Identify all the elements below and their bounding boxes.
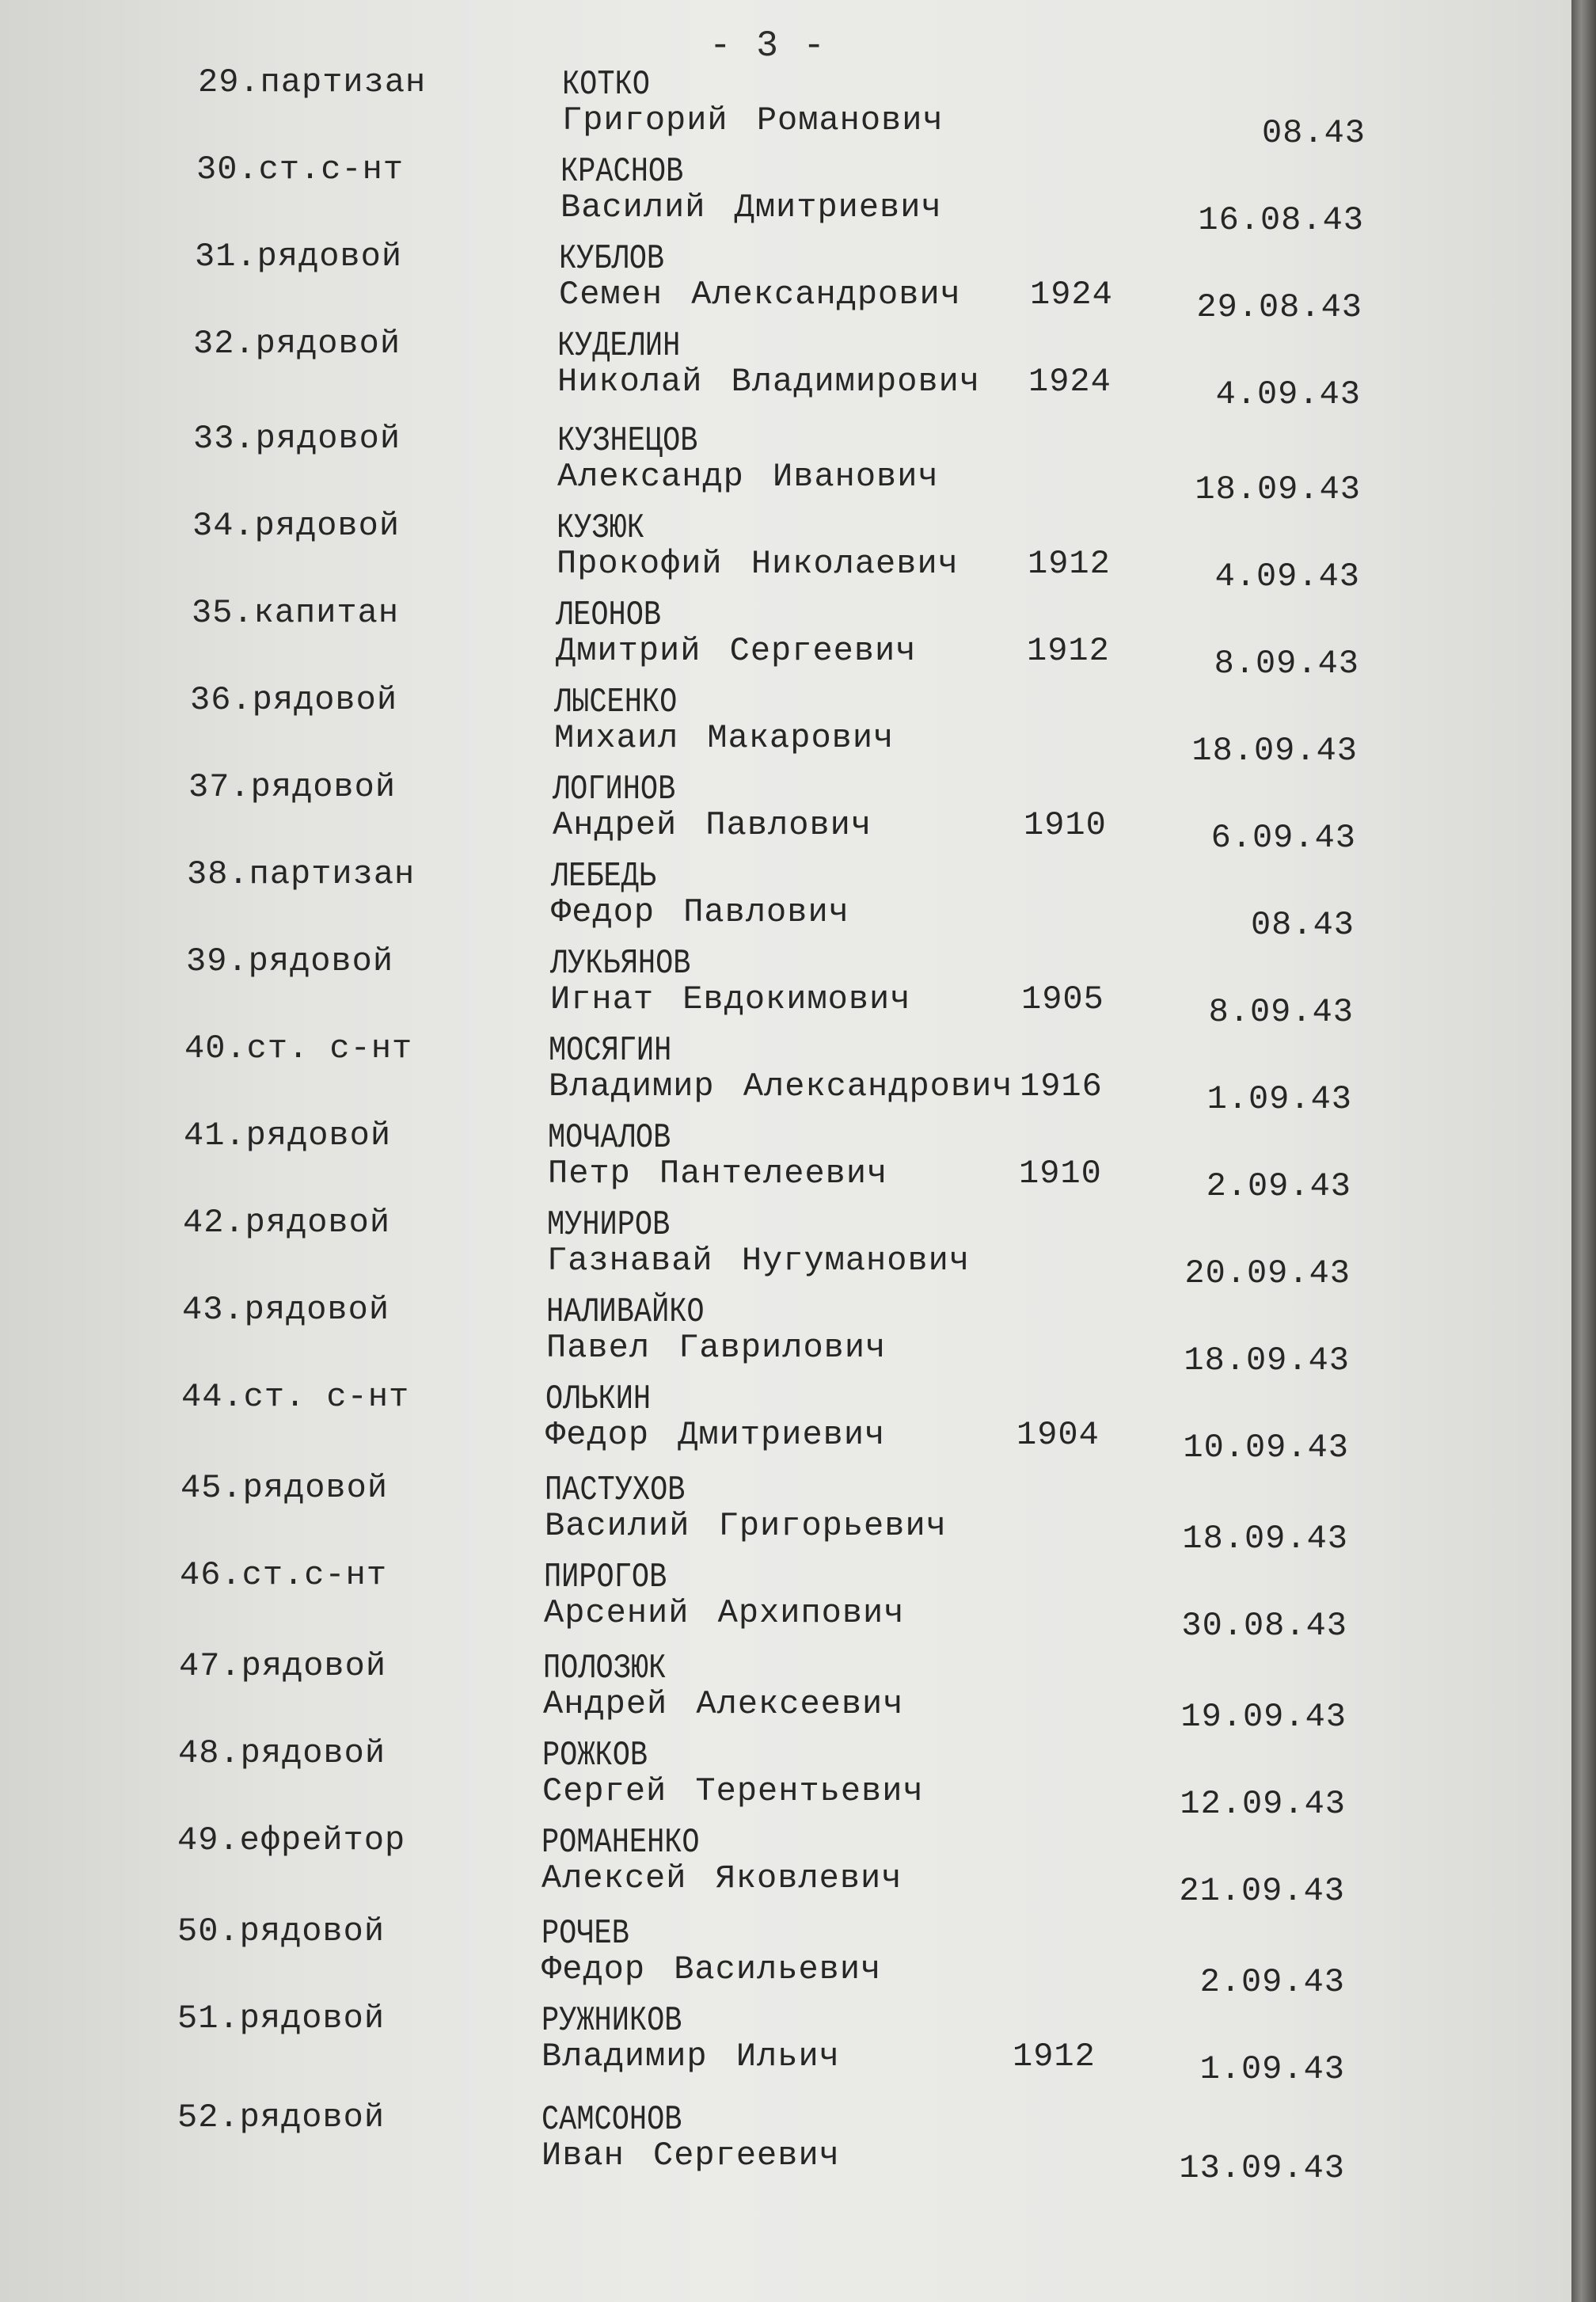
list-item xyxy=(179,1647,1347,1736)
entry-date: 10.09.43 xyxy=(1183,1429,1349,1467)
entry-given-name: Прокофий Николаевич xyxy=(557,545,959,583)
entry-number-rank: 47.рядовой xyxy=(179,1647,387,1685)
entry-number-rank: 41.рядовой xyxy=(184,1117,392,1155)
entry-given-name: Андрей Павлович xyxy=(553,806,872,844)
list-item xyxy=(190,681,1358,770)
list-item xyxy=(193,420,1361,508)
entry-date: 19.09.43 xyxy=(1180,1698,1347,1736)
entry-number-rank: 36.рядовой xyxy=(190,681,398,719)
entry-date: 4.09.43 xyxy=(1214,557,1360,595)
entry-number-rank: 48.рядовой xyxy=(178,1734,386,1772)
entry-given-name: Владимир Александрович xyxy=(549,1067,1013,1105)
entry-given-name: Павел Гаврилович xyxy=(546,1329,887,1367)
entry-given-name: Василий Григорьевич xyxy=(545,1507,947,1545)
entry-given-name: Федор Дмитриевич xyxy=(545,1416,886,1454)
list-item xyxy=(180,1469,1348,1558)
entry-date: 18.09.43 xyxy=(1184,1341,1350,1379)
entry-number-rank: 50.рядовой xyxy=(177,1912,386,1950)
entry-birth-year: 1904 xyxy=(1016,1416,1100,1454)
list-item xyxy=(192,507,1360,595)
entry-date: 1.09.43 xyxy=(1206,1080,1352,1118)
entry-number-rank: 31.рядовой xyxy=(195,238,403,276)
list-item xyxy=(177,2000,1345,2088)
entry-number-rank: 46.ст.с-нт xyxy=(180,1556,388,1594)
entry-birth-year: 1905 xyxy=(1021,980,1104,1018)
entry-number-rank: 52.рядовой xyxy=(177,2098,386,2136)
entry-number-rank: 29.партизан xyxy=(198,63,427,101)
entry-surname: ЛУКЬЯНОВ xyxy=(550,944,691,984)
entry-surname: РУЖНИКОВ xyxy=(542,2001,682,2041)
entry-date: 18.09.43 xyxy=(1191,732,1358,770)
entry-surname: КРАСНОВ xyxy=(560,152,684,192)
entry-number-rank: 35.капитан xyxy=(192,594,400,632)
entry-date: 18.09.43 xyxy=(1182,1520,1348,1558)
entry-number-rank: 42.рядовой xyxy=(183,1204,391,1242)
entry-birth-year: 1910 xyxy=(1019,1155,1102,1193)
entry-number-rank: 45.рядовой xyxy=(180,1469,389,1507)
entry-birth-year: 1912 xyxy=(1013,2038,1096,2076)
list-item xyxy=(178,1734,1346,1823)
entry-date: 2.09.43 xyxy=(1199,1963,1345,2001)
entry-number-rank: 44.ст. с-нт xyxy=(181,1378,410,1416)
entry-surname: ПИРОГОВ xyxy=(544,1558,667,1597)
entry-surname: МОЧАЛОВ xyxy=(548,1118,671,1158)
entry-date: 21.09.43 xyxy=(1179,1872,1345,1910)
entry-number-rank: 39.рядовой xyxy=(186,942,394,980)
entry-surname: САМСОНОВ xyxy=(542,2100,682,2140)
entry-date: 18.09.43 xyxy=(1195,470,1361,508)
entry-date: 13.09.43 xyxy=(1179,2149,1345,2187)
entry-given-name: Федор Васильевич xyxy=(542,1950,882,1988)
entry-date: 20.09.43 xyxy=(1184,1254,1351,1292)
entry-number-rank: 33.рядовой xyxy=(193,420,401,458)
entry-surname: ПАСТУХОВ xyxy=(545,1471,686,1510)
entry-given-name: Василий Дмитриевич xyxy=(560,188,942,226)
list-item xyxy=(188,768,1356,857)
entry-number-rank: 51.рядовой xyxy=(177,2000,386,2038)
list-item xyxy=(177,2098,1345,2187)
list-item xyxy=(195,238,1362,326)
list-item xyxy=(182,1291,1350,1379)
entry-date: 1.09.43 xyxy=(1199,2050,1345,2088)
entry-surname: КУЗЮК xyxy=(557,508,644,548)
entry-given-name: Дмитрий Сергеевич xyxy=(556,632,917,670)
entry-number-rank: 40.ст. с-нт xyxy=(184,1029,413,1067)
entry-date: 8.09.43 xyxy=(1214,645,1359,683)
entry-surname: КУЗНЕЦОВ xyxy=(557,421,698,461)
entry-birth-year: 1924 xyxy=(1028,363,1112,401)
entry-date: 2.09.43 xyxy=(1206,1167,1351,1205)
entry-given-name: Андрей Алексеевич xyxy=(543,1685,904,1723)
entry-given-name: Федор Павлович xyxy=(551,893,849,931)
list-item xyxy=(180,1556,1347,1645)
entry-surname: МУНИРОВ xyxy=(547,1205,671,1245)
entry-number-rank: 30.ст.с-нт xyxy=(196,150,405,188)
entry-number-rank: 38.партизан xyxy=(187,855,416,893)
entry-surname: ПОЛОЗЮК xyxy=(543,1649,667,1688)
entry-birth-year: 1912 xyxy=(1028,545,1111,583)
page-number: - 3 - xyxy=(709,25,827,67)
list-item xyxy=(186,942,1354,1031)
entry-date: 12.09.43 xyxy=(1180,1785,1346,1823)
entry-given-name: Игнат Евдокимович xyxy=(550,980,911,1018)
entry-surname: КОТКО xyxy=(562,65,650,105)
entry-given-name: Газнавай Нугуманович xyxy=(547,1242,971,1280)
entry-given-name: Григорий Романович xyxy=(562,101,944,139)
entry-surname: РОМАНЕНКО xyxy=(542,1823,700,1863)
list-item xyxy=(198,63,1366,152)
list-item xyxy=(196,150,1364,239)
entry-number-rank: 37.рядовой xyxy=(188,768,397,806)
entry-number-rank: 32.рядовой xyxy=(193,325,401,363)
entry-given-name: Алексей Яковлевич xyxy=(542,1859,902,1897)
entry-surname: ЛОГИНОВ xyxy=(553,770,676,809)
entry-given-name: Михаил Макарович xyxy=(554,719,895,757)
list-item xyxy=(184,1117,1351,1205)
entry-surname: РОЖКОВ xyxy=(542,1736,648,1775)
list-item xyxy=(183,1204,1351,1292)
entry-surname: ЛЕБЕДЬ xyxy=(551,857,657,896)
entry-given-name: Семен Александрович xyxy=(559,276,961,314)
entry-given-name: Петр Пантелеевич xyxy=(548,1155,888,1193)
entry-birth-year: 1924 xyxy=(1030,276,1113,314)
entry-surname: ОЛЬКИН xyxy=(545,1379,652,1419)
entry-birth-year: 1910 xyxy=(1024,806,1107,844)
list-item xyxy=(181,1378,1349,1467)
list-item xyxy=(177,1821,1345,1910)
entry-given-name: Александр Иванович xyxy=(557,458,939,496)
entry-date: 6.09.43 xyxy=(1210,819,1356,857)
entry-number-rank: 34.рядовой xyxy=(192,507,401,545)
entry-surname: КУБЛОВ xyxy=(559,239,665,279)
entry-given-name: Сергей Терентьевич xyxy=(542,1772,924,1810)
entry-date: 29.08.43 xyxy=(1196,288,1362,326)
entry-given-name: Николай Владимирович xyxy=(557,363,981,401)
entry-surname: РОЧЕВ xyxy=(542,1914,629,1954)
entry-date: 4.09.43 xyxy=(1215,375,1361,413)
list-item xyxy=(177,1912,1345,2001)
entry-surname: ЛЫСЕНКО xyxy=(554,683,678,722)
entry-birth-year: 1916 xyxy=(1020,1067,1103,1105)
entry-number-rank: 43.рядовой xyxy=(182,1291,390,1329)
entry-surname: ЛЕОНОВ xyxy=(556,595,662,635)
entry-date: 08.43 xyxy=(1261,114,1366,152)
list-item xyxy=(193,325,1361,413)
entry-date: 08.43 xyxy=(1250,906,1355,944)
entry-number-rank: 49.ефрейтор xyxy=(177,1821,406,1859)
list-item xyxy=(192,594,1359,683)
entry-date: 16.08.43 xyxy=(1198,201,1364,239)
entry-given-name: Арсений Архипович xyxy=(544,1594,905,1632)
entry-surname: МОСЯГИН xyxy=(549,1031,672,1071)
page-edge-shadow xyxy=(1571,0,1596,2302)
entry-given-name: Иван Сергеевич xyxy=(542,2136,840,2175)
list-item xyxy=(184,1029,1352,1118)
entry-date: 30.08.43 xyxy=(1181,1607,1347,1645)
entry-given-name: Владимир Ильич xyxy=(542,2038,840,2076)
entry-date: 8.09.43 xyxy=(1208,993,1354,1031)
entry-birth-year: 1912 xyxy=(1027,632,1110,670)
entry-surname: КУДЕЛИН xyxy=(557,326,681,366)
list-item xyxy=(187,855,1355,944)
entry-surname: НАЛИВАЙКО xyxy=(546,1292,705,1332)
